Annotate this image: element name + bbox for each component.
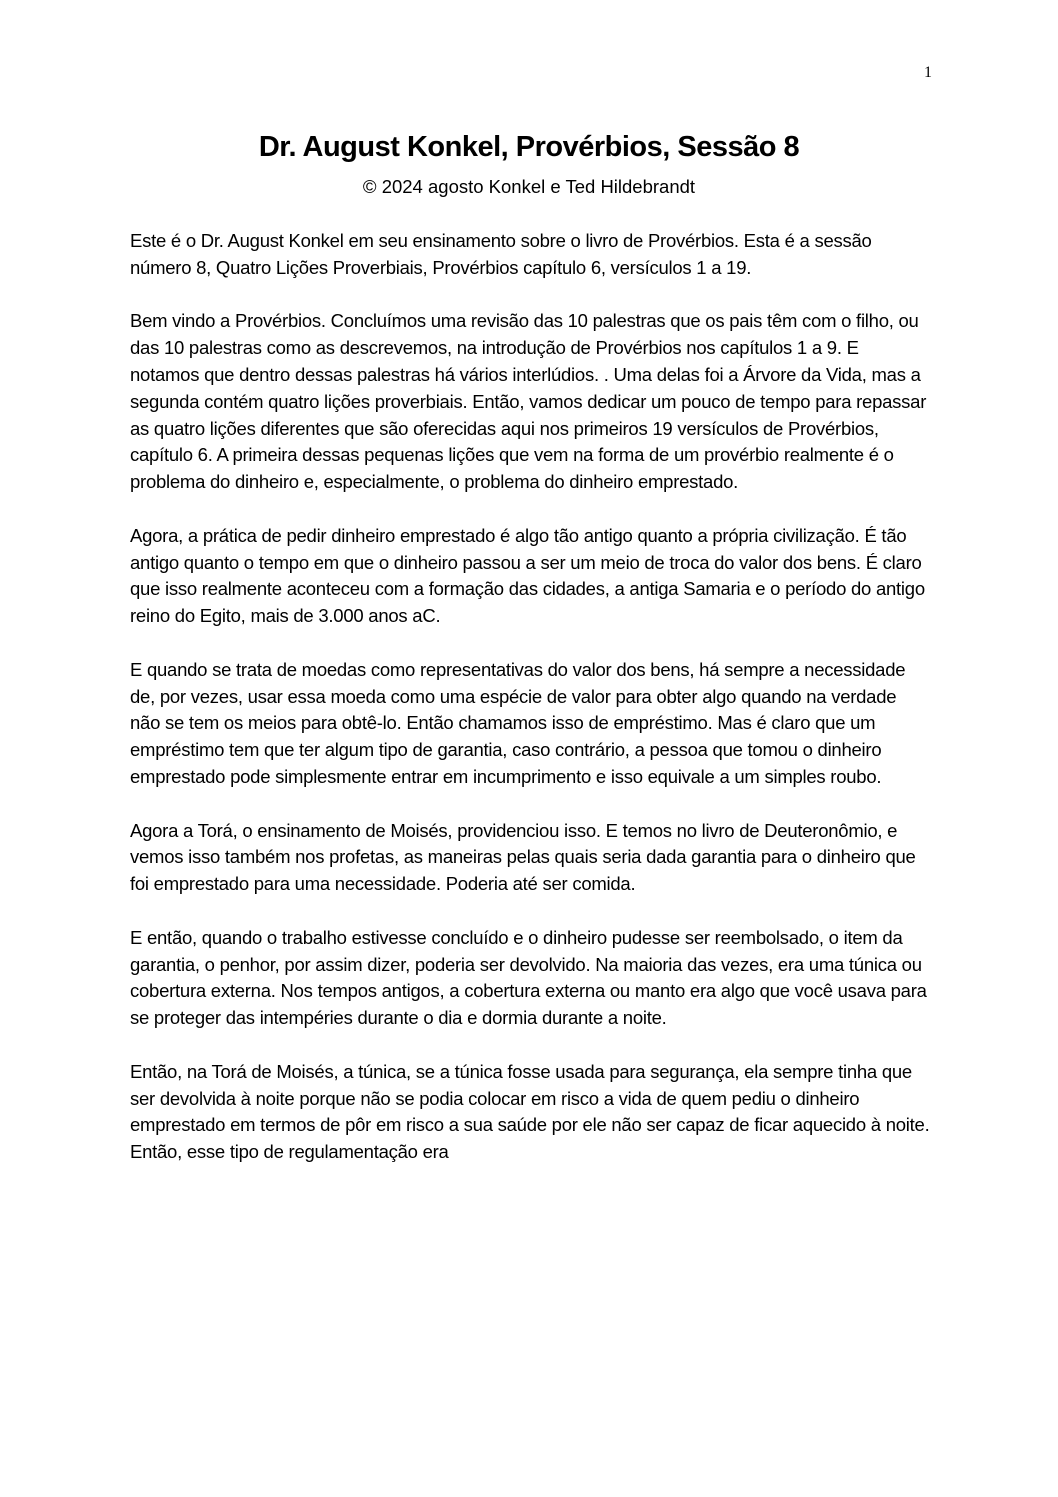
paragraph: Agora a Torá, o ensinamento de Moisés, providenciou isso. E temos no livro de Deuteronômio, e vemos isso também nos profetas, as maneiras pelas quais seria dada garantia para o dinheiro que foi emprestado para uma necessidade. Poderia até ser comida. [130,819,916,895]
document-subtitle: © 2024 agosto Konkel e Ted Hildebrandt [362,176,696,197]
page-number: 1 [924,64,932,81]
document-title: Dr. August Konkel, Provérbios, Sessão 8 [258,131,800,163]
paragraph: Este é o Dr. August Konkel em seu ensinamento sobre o livro de Provérbios. Esta é a sessão número 8, Quatro Lições Proverbiais, Provérbios capítulo 6, versículos 1 a 19. [130,230,872,278]
paragraph: Bem vindo a Provérbios. Concluímos uma revisão das 10 palestras que os pais têm com o filho, ou das 10 palestras como as descrevemos, na introdução de Provérbios nos capítulos 1 a 9. E notamos que dentro dessas palestras há vários interlúdios. . Uma delas foi a Árvore da Vida, mas a segunda contém quatro lições proverbiais. Então, vamos dedicar um pouco de tempo para repassar as quatro lições diferentes que são oferecidas aqui nos primeiros 19 versículos de Provérbios, capítulo 6. A primeira dessas pequenas lições que vem na forma de um provérbio realmente é o problema do dinheiro e, especialmente, o problema do dinheiro emprestado. [130,310,927,493]
document-body [130,228,930,1193]
paragraph: Então, na Torá de Moisés, a túnica, se a túnica fosse usada para segurança, ela sempre tinha que ser devolvida à noite porque não se podia colocar em risco a vida de quem pediu o dinheiro emprestado em termos de pôr em risco a sua saúde por ele não ser capaz de ficar aquecido à noite. Então, esse tipo de regulamentação era [130,1060,930,1163]
paragraph: E quando se trata de moedas como representativas do valor dos bens, há sempre a necessidade de, por vezes, usar essa moeda como uma espécie de valor para obter algo quando na verdade não se tem os meios para obtê-lo. Então chamamos isso de empréstimo. Mas é claro que um empréstimo tem que ter algum tipo de garantia, caso contrário, a pessoa que tomou o dinheiro emprestado pode simplesmente entrar em incumprimento e isso equivale a um simples roubo. [130,658,906,787]
paragraph: Agora, a prática de pedir dinheiro emprestado é algo tão antigo quanto a própria civilização. É tão antigo quanto o tempo em que o dinheiro passou a ser um meio de troca do valor dos bens. É claro que isso realmente aconteceu com a formação das cidades, a antiga Samaria e o período do antigo reino do Egito, mais de 3.000 anos aC. [130,524,925,627]
paragraph: E então, quando o trabalho estivesse concluído e o dinheiro pudesse ser reembolsado, o item da garantia, o penhor, por assim dizer, poderia ser devolvido. Na maioria das vezes, era uma túnica ou cobertura externa. Nos tempos antigos, a cobertura externa ou manto era algo que você usava para se proteger das intempéries durante o dia e dormia durante a noite. [130,926,927,1029]
